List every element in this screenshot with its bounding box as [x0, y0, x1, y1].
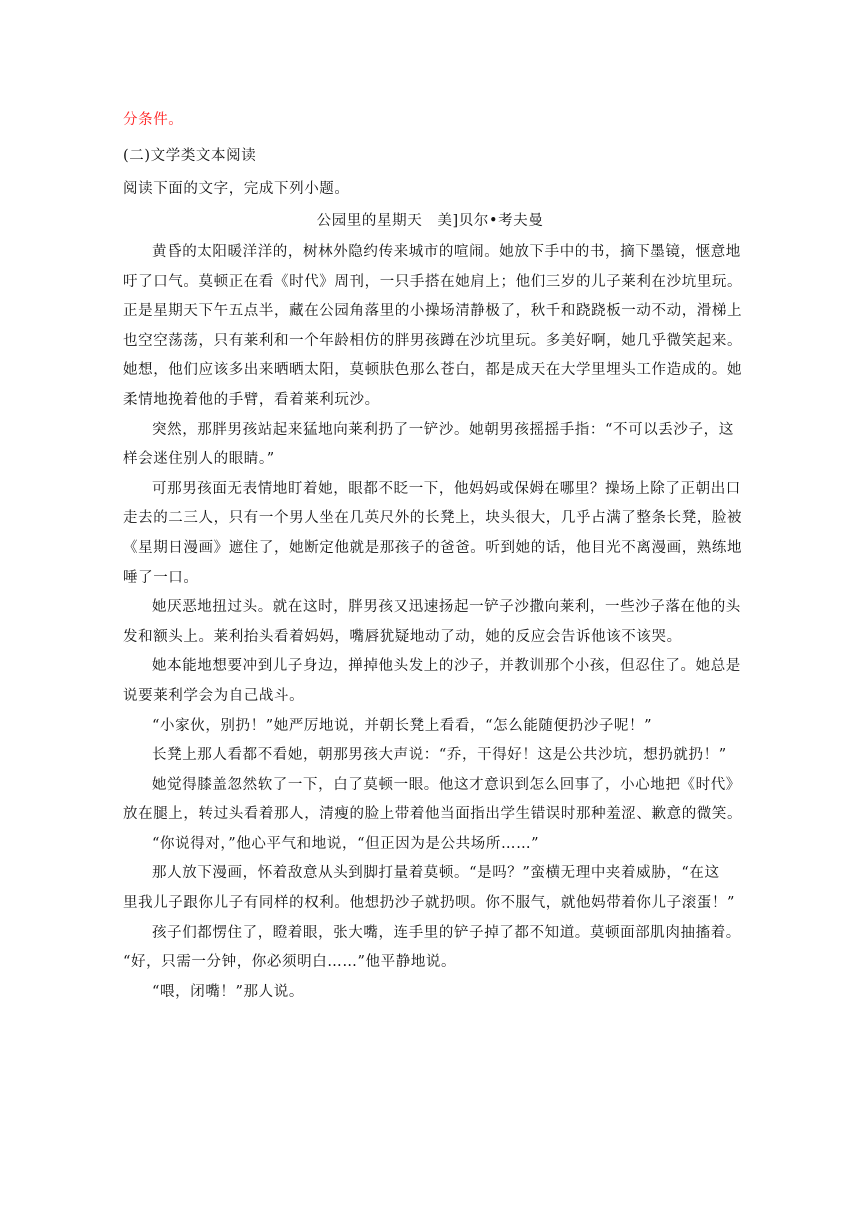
paragraph-line: 孩子们都愣住了，瞪着眼，张大嘴，连手里的铲子掉了都不知道。莫顿面部肌肉抽搐着。: [152, 924, 741, 941]
article-paragraph: [123, 593, 741, 652]
article-paragraph: [123, 771, 743, 830]
paragraph-line: 唾了一口。: [123, 569, 199, 586]
paragraph-line: 样会迷住别人的眼睛。”: [123, 451, 275, 468]
tail-text: 分条件。: [123, 112, 184, 128]
article-paragraph: [123, 741, 738, 771]
paragraph-line: 放在腿上，转过头看着那人，清瘦的脸上带着他当面指出学生错误时那种羞涩、歉意的微笑。: [123, 806, 743, 823]
article-paragraph: [123, 859, 738, 918]
paragraph-line: 她觉得膝盖忽然软了一下，白了莫顿一眼。他这才意识到怎么回事了，小心地把《时代》: [152, 776, 741, 793]
section-heading: [123, 142, 738, 172]
paragraph-line: 那人放下漫画，怀着敌意从头到脚打量着莫顿。“是吗？”蛮横无理中夹着威胁，“在这: [152, 865, 720, 882]
instruction-text: 阅读下面的文字，完成下列小题。: [123, 181, 350, 197]
article-paragraph: [123, 830, 738, 860]
article-paragraph: [123, 238, 743, 416]
article-paragraph: [123, 978, 738, 1008]
article-paragraph: [123, 712, 738, 742]
paragraph-line: 《星期日漫画》遮住了，她断定他就是那孩子的爸爸。听到她的话，他目光不离漫画，熟练地: [123, 539, 743, 556]
instruction: [123, 175, 738, 205]
paragraph-line: 也空空荡荡，只有莱利和一个年龄相仿的胖男孩蹲在沙坑里玩。多美好啊，她几乎微笑起来。: [123, 332, 743, 349]
article-title-text: 公园里的星期天 美]贝尔•考夫曼: [316, 213, 544, 229]
paragraph-line: “好，只需一分钟，你必须明白……”他平静地说。: [123, 954, 457, 971]
article-paragraph: [123, 652, 741, 711]
paragraph-line: 突然，那胖男孩站起来猛地向莱利扔了一铲沙。她朝男孩摇摇手指：“不可以丢沙子，这: [152, 421, 734, 438]
paragraph-line: 说要莱利学会为自己战斗。: [123, 687, 305, 704]
section-heading-text: (二)文学类文本阅读: [123, 148, 257, 164]
paragraph-line: 她厌恶地扭过头。就在这时，胖男孩又迅速扬起一铲子沙撒向莱利，一些沙子落在他的头: [152, 599, 741, 616]
paragraph-line: 黄昏的太阳暖洋洋的，树林外隐约传来城市的喧闹。她放下手中的书，摘下墨镜，惬意地: [152, 244, 741, 260]
paragraph-line: 走去的二三人，只有一个男人坐在几英尺外的长凳上，块头很大，几乎占满了整条长凳，脸被: [123, 510, 743, 527]
paragraph-line: 柔情地挽着他的手臂，看着莱利玩沙。: [123, 391, 380, 408]
article-title: [0, 209, 860, 230]
paragraph-line: “喂，闭嘴！”那人说。: [152, 983, 304, 1000]
paragraph-line: 长凳上那人看都不看她，朝那男孩大声说：“乔，干得好！这是公共沙坑，想扔就扔！”: [152, 747, 727, 764]
previous-question-tail: [123, 106, 738, 136]
article-paragraph: [123, 475, 743, 593]
paragraph-line: “你说得对，”他心平气和地说，“但正因为是公共场所……”: [152, 835, 540, 852]
paragraph-line: 发和额头上。莱利抬头看着妈妈，嘴唇犹疑地动了动，她的反应会告诉他该不该哭。: [123, 628, 682, 645]
article-paragraph: [123, 919, 741, 978]
paragraph-line: 吁了口气。莫顿正在看《时代》周刊，一只手搭在她肩上；他们三岁的儿子莱利在沙坑里玩。: [123, 273, 743, 290]
paragraph-line: 她本能地想要冲到儿子身边，掸掉他头发上的沙子，并教训那个小孩，但忍住了。她总是: [152, 658, 741, 675]
paragraph-line: 可那男孩面无表情地盯着她，眼都不眨一下，他妈妈或保姆在哪里？操场上除了正朝出口: [152, 480, 741, 497]
paragraph-line: “小家伙，别扔！”她严厉地说，并朝长凳上看看，“怎么能随便扔沙子呢！”: [152, 717, 653, 734]
article-paragraph: [123, 416, 738, 475]
paragraph-line: 她想，他们应该多出来晒晒太阳，莫顿肤色那么苍白，都是成天在大学里埋头工作造成的。她: [123, 362, 743, 379]
article-body: [123, 238, 743, 1007]
paragraph-line: 正是星期天下午五点半，藏在公园角落里的小操场清静极了，秋千和跷跷板一动不动，滑梯上: [123, 303, 743, 320]
paragraph-line: 里我儿子跟你儿子有同样的权利。他想扔沙子就扔呗。你不服气，就他妈带着你儿子滚蛋！”: [123, 895, 736, 912]
